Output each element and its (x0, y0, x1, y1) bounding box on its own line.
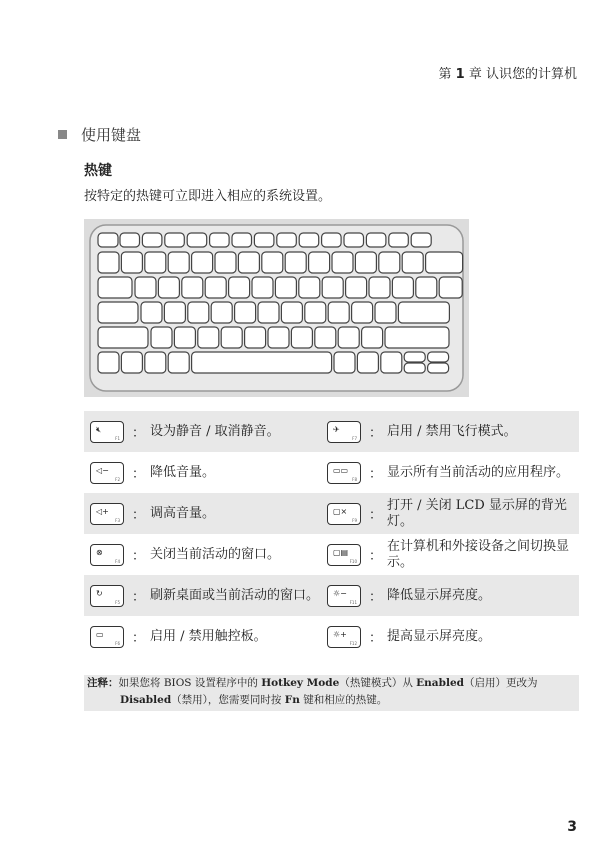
f11-key-cell (321, 575, 369, 616)
keyboard-key (299, 277, 320, 298)
f1-key (90, 421, 124, 443)
keyboard-key (141, 302, 162, 323)
airplane-icon: ✈ (333, 424, 340, 434)
keyboard-key (328, 302, 349, 323)
keyboard-drawing (84, 219, 469, 397)
f10-key (327, 544, 361, 566)
note-text: （热键模式）从 (339, 677, 417, 689)
note-bold: Hotkey Mode (261, 677, 340, 689)
function-key (165, 233, 185, 247)
keyboard-key (168, 352, 189, 373)
enter-key (398, 302, 449, 323)
hotkey-row (84, 616, 579, 657)
colon: ： (369, 549, 383, 564)
key-label: F2 (115, 476, 120, 482)
colon: ： (132, 631, 146, 646)
keyboard-key (268, 327, 289, 348)
note-text: （启用）更改为 (463, 677, 538, 689)
keyboard-key (145, 352, 166, 373)
note-bold: Fn (284, 694, 300, 706)
note-text: 键和相应的热键。 (299, 694, 388, 706)
key-label: F5 (115, 599, 120, 605)
colon: ： (369, 575, 387, 616)
keyboard-key (235, 302, 256, 323)
f9-key-cell (321, 493, 369, 534)
key-label: F12 (349, 640, 357, 646)
keyboard-key (135, 277, 156, 298)
keyboard-key (98, 252, 119, 273)
function-key (366, 233, 386, 247)
key-label: F11 (349, 599, 357, 605)
f2-key-cell (84, 452, 132, 493)
keyboard-key (315, 327, 336, 348)
keyboard-key (205, 277, 226, 298)
f2-key (90, 462, 124, 484)
keyboard-illustration (84, 219, 469, 397)
note-label: 注释： (87, 677, 119, 689)
lcd-off-icon: ▢× (333, 506, 348, 516)
hotkey-table (84, 411, 579, 657)
keyboard-key (164, 302, 185, 323)
keyboard-key (98, 352, 119, 373)
f4-key-cell (84, 534, 132, 575)
keyboard-key (369, 277, 390, 298)
key-label: F9 (352, 517, 357, 523)
chapter-title: 章 认识您的计算机 (468, 67, 577, 82)
keyboard-key (346, 277, 367, 298)
hotkey-row (84, 411, 579, 452)
f9-key (327, 503, 361, 525)
keyboard-key (375, 302, 396, 323)
bullet-square-icon (58, 130, 67, 139)
section-title: 使用键盘 (81, 126, 142, 144)
keyboard-key (121, 352, 142, 373)
keyboard-key (332, 252, 353, 273)
colon: ： (369, 631, 383, 646)
function-key (389, 233, 409, 247)
keyboard-key (281, 302, 302, 323)
caps-key (98, 302, 138, 323)
keyboard-key (309, 252, 330, 273)
hotkey-description: 打开 / 关闭 LCD 显示屏的背光灯。 (387, 493, 579, 534)
note-text: （禁用），您需要同时按 (171, 694, 285, 706)
f5-key-cell (84, 575, 132, 616)
tab-key (98, 277, 132, 298)
function-key (344, 233, 364, 247)
volume-down-icon: ◁− (96, 465, 109, 475)
keyboard-key (168, 252, 189, 273)
keyboard-key (439, 277, 462, 298)
function-key (277, 233, 297, 247)
keyboard-key (182, 277, 203, 298)
f12-key-cell (321, 616, 369, 657)
chapter-number: 1 (455, 67, 465, 82)
brightness-down-icon: ☼− (333, 588, 347, 598)
colon: ： (132, 549, 146, 564)
keyboard-key (262, 252, 283, 273)
function-key (210, 233, 230, 247)
f6-key-cell (84, 616, 132, 657)
function-key (232, 233, 252, 247)
hotkey-description: 降低音量。 (150, 464, 216, 480)
keyboard-key (258, 302, 279, 323)
keyboard-key (158, 277, 179, 298)
keyboard-key (188, 302, 209, 323)
arrow-key (428, 352, 449, 362)
note-bold: Enabled (416, 677, 464, 689)
keyboard-key (192, 252, 213, 273)
f1-key-cell (84, 411, 132, 452)
keyboard-key (291, 327, 312, 348)
keyboard-key (221, 327, 242, 348)
function-key (322, 233, 342, 247)
hotkey-description: 启用 / 禁用触控板。 (150, 628, 267, 644)
chapter-prefix: 第 (438, 67, 452, 82)
section-heading (58, 124, 141, 145)
keyboard-key (305, 302, 326, 323)
intro-text: 按特定的热键可立即进入相应的系统设置。 (84, 189, 332, 204)
hotkey-description: 降低显示屏亮度。 (387, 575, 579, 616)
f8-key (327, 462, 361, 484)
keyboard-key (174, 327, 195, 348)
keyboard-key (238, 252, 259, 273)
key-label: F1 (115, 435, 120, 441)
page-number: 3 (567, 819, 577, 835)
function-key (411, 233, 431, 247)
f12-key (327, 626, 361, 648)
note-line-2 (84, 692, 579, 709)
function-key (120, 233, 140, 247)
keyboard-key (245, 327, 266, 348)
colon: ： (132, 467, 146, 482)
f4-key (90, 544, 124, 566)
hotkey-row (84, 452, 579, 493)
colon: ： (369, 493, 387, 534)
shift-key (385, 327, 449, 348)
colon: ： (132, 411, 150, 452)
backspace-key (426, 252, 463, 273)
arrow-key (404, 352, 425, 362)
keyboard-key (416, 277, 437, 298)
keyboard-key (151, 327, 172, 348)
function-key (299, 233, 319, 247)
keyboard-key (198, 327, 219, 348)
hotkey-description: 在计算机和外接设备之间切换显示。 (387, 538, 570, 570)
hotkey-description: 关闭当前活动的窗口。 (150, 546, 281, 562)
keyboard-key (145, 252, 166, 273)
key-label: F10 (349, 558, 357, 564)
hotkey-description: 显示所有当前活动的应用程序。 (387, 464, 570, 480)
function-key (187, 233, 207, 247)
note-box (84, 675, 579, 711)
key-label: F4 (115, 558, 120, 564)
subsection-title: 热键 (84, 163, 112, 179)
keyboard-key (252, 277, 273, 298)
f7-key-cell (321, 411, 369, 452)
hotkey-row (84, 575, 579, 616)
colon: ： (369, 467, 383, 482)
f7-key (327, 421, 361, 443)
chapter-header (439, 63, 577, 82)
keyboard-key (229, 277, 250, 298)
keyboard-key (334, 352, 355, 373)
keyboard-key (215, 252, 236, 273)
f5-key (90, 585, 124, 607)
keyboard-key (362, 327, 383, 348)
touchpad-icon: ▭ (96, 629, 104, 639)
shift-key (98, 327, 148, 348)
mute-icon: 🔇︎ (96, 424, 102, 434)
colon: ： (369, 411, 387, 452)
function-key (98, 233, 118, 247)
keyboard-key (121, 252, 142, 273)
keyboard-key (355, 252, 376, 273)
volume-up-icon: ◁+ (96, 506, 109, 516)
hotkey-description: 调高音量。 (150, 493, 321, 534)
keyboard-key (275, 277, 296, 298)
space-key (192, 352, 332, 373)
colon: ： (132, 493, 150, 534)
hotkey-row (84, 534, 579, 575)
task-view-icon: ▭▭ (333, 465, 349, 475)
f10-key-cell (321, 534, 369, 575)
f11-key (327, 585, 361, 607)
brightness-up-icon: ☼+ (333, 629, 347, 639)
f8-key-cell (321, 452, 369, 493)
f6-key (90, 626, 124, 648)
keyboard-key (338, 327, 359, 348)
keyboard-key (357, 352, 378, 373)
note-bold: Disabled (120, 694, 172, 706)
display-switch-icon: ▢▤ (333, 547, 349, 557)
hotkey-description: 刷新桌面或当前活动的窗口。 (150, 575, 321, 616)
function-key (254, 233, 274, 247)
key-label: F8 (352, 476, 357, 482)
key-label: F7 (352, 435, 357, 441)
function-key (142, 233, 162, 247)
keyboard-key (379, 252, 400, 273)
keyboard-key (402, 252, 423, 273)
refresh-icon: ↻ (96, 588, 103, 598)
close-window-icon: ⊗ (96, 547, 103, 557)
hotkey-row (84, 493, 579, 534)
f3-key-cell (84, 493, 132, 534)
note-text: 如果您将 BIOS 设置程序中的 (118, 677, 262, 689)
keyboard-key (381, 352, 402, 373)
keyboard-key (322, 277, 343, 298)
keyboard-key (392, 277, 413, 298)
colon: ： (132, 575, 150, 616)
hotkey-description: 提高显示屏亮度。 (387, 628, 492, 644)
hotkey-description: 启用 / 禁用飞行模式。 (387, 411, 579, 452)
note-line-1 (84, 675, 579, 692)
key-label: F6 (115, 640, 120, 646)
arrow-key (404, 363, 425, 373)
keyboard-key (211, 302, 232, 323)
keyboard-key (352, 302, 373, 323)
key-label: F3 (115, 517, 120, 523)
f3-key (90, 503, 124, 525)
hotkey-description: 设为静音 / 取消静音。 (150, 411, 321, 452)
arrow-key (428, 363, 449, 373)
keyboard-key (285, 252, 306, 273)
